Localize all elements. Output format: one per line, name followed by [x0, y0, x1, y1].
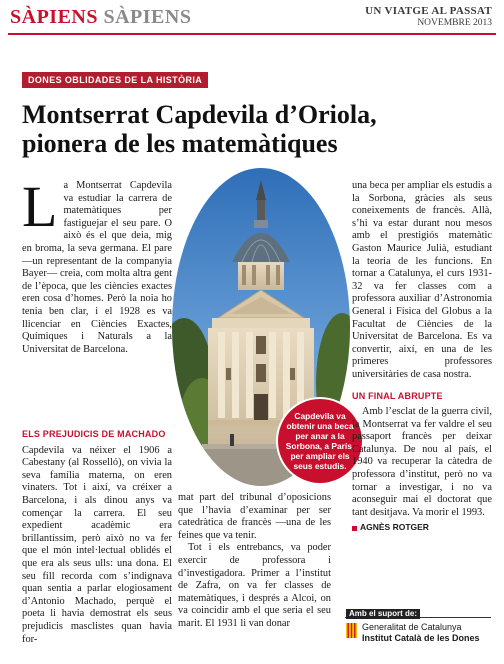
article-column-3: [352, 180, 492, 534]
masthead-rule: [8, 33, 496, 35]
byline: [352, 521, 492, 534]
drop-cap: L: [22, 174, 58, 239]
issue-info: [365, 5, 492, 28]
sponsor-text: [362, 622, 480, 643]
section-name: UN VIATGE AL PASSAT: [365, 5, 492, 17]
pull-quote-text: Capdevila va obtenir una beca per anar a la Sorbona, a París, per ampliar els seus estudis.: [285, 411, 355, 471]
magazine-logo: [10, 6, 191, 29]
subhead-prejudices: ELS PREJUDICIS DE MACHADO: [22, 429, 166, 439]
intro-paragraph: a Montserrat Capdevila va estudiar la carrera de matemàtiques per fastiguejar el seu pare. O això és el que deia, mig en broma, la seva germana. El pare —un representant de la companyia Bayer— creia, com molta altra gent de l’època, que les ciències exactes eren cosa d’homes. Però la noia ho tenia ben clar, i el 1928 es va llicenciar en Ciències Exactes, Químiques i Naturals a la Universitat de Barcelona.: [22, 180, 172, 355]
headline: [22, 100, 492, 158]
sponsor-line-1: Generalitat de Catalunya: [362, 622, 462, 632]
section-tag: DONES OBLIDADES DE LA HISTÒRIA: [22, 72, 208, 88]
headline-line-1: Montserrat Capdevila d’Oriola,: [22, 100, 377, 129]
paragraph-tribunal: mat part del tribunal d’oposicions que l’havia d’examinar per ser catedràtica de francès —una de les feines que va tenir.: [178, 492, 331, 541]
generalitat-flag-icon: [346, 623, 357, 638]
pull-quote: [278, 399, 362, 483]
sponsor-label: Amb el suport de:: [346, 609, 420, 619]
byline-square-icon: [352, 526, 357, 531]
sponsor-line-2: Institut Català de les Dones: [362, 632, 480, 643]
paragraph-obstacles: Tot i els entrebancs, va poder exercir de professora i d’investigadora. Primer a l’institut de Zafra, on va fer classes de matemàtiques, i després a Alcoi, on va coincidir amb el que seria el seu marit. El 1931 li van donar: [178, 542, 331, 629]
article-column-2: [178, 492, 331, 631]
article-column-1-lower: [22, 420, 172, 646]
byline-author: AGNÈS ROTGER: [360, 522, 429, 533]
logo-primary: SÀPIENS: [10, 6, 98, 28]
paragraph-sorbonne: una beca per ampliar els estudis a la Sorbona, gràcies als seus coneixements de francès. Allà, s’hi va estar durant nou mesos amb el prestigiós matemàtic Gaston Maurice Julià, estudiant la teoria de les funcions. En tornar a Catalunya, el curs 1931-32 va fer classes com a professora auxiliar d’Astronomia General i Física del Globus a la Facultat de Ciències de la Universitat de Barcelona. Es va convertir, així, en una de les primeres professores universitàries de casa nostra.: [352, 180, 492, 380]
subhead-ending: UN FINAL ABRUPTE: [352, 390, 443, 401]
paragraph-ending: Amb l’esclat de la guerra civil, la Montserrat va fer valdre el seu passaport francès per deixar Catalunya. De nou al país, el 1940 va recuperar la càtedra de professora d’institut, però no va tornar a investigar, i no va aconseguir mai el doctorat que tant desitjava. Va morir el 1993.: [352, 406, 492, 518]
article-column-1: [22, 174, 172, 356]
logo-secondary: SÀPIENS: [103, 6, 192, 28]
headline-line-2: pionera de les matemàtiques: [22, 129, 338, 158]
paragraph-birth: Capdevila va néixer el 1906 a Cabestany (al Rosselló), on vivia la seva família materna, on eren vinaters. Tot i així, va créixer a Barcelona, i als dinou anys va començar la carrera. El seu expedient acadèmic era brillantíssim, però això no va fer que el món intel·lectual oblidés el que era als seus ulls: una dona. El seu fill recorda com s’indignava quan sentia a parlar elogiosament d’Antonio Machado, perquè el poeta li havia demostrat els seus prejudicis masclistes quan havia for-: [22, 444, 172, 645]
issue-date: NOVEMBRE 2013: [417, 18, 492, 28]
